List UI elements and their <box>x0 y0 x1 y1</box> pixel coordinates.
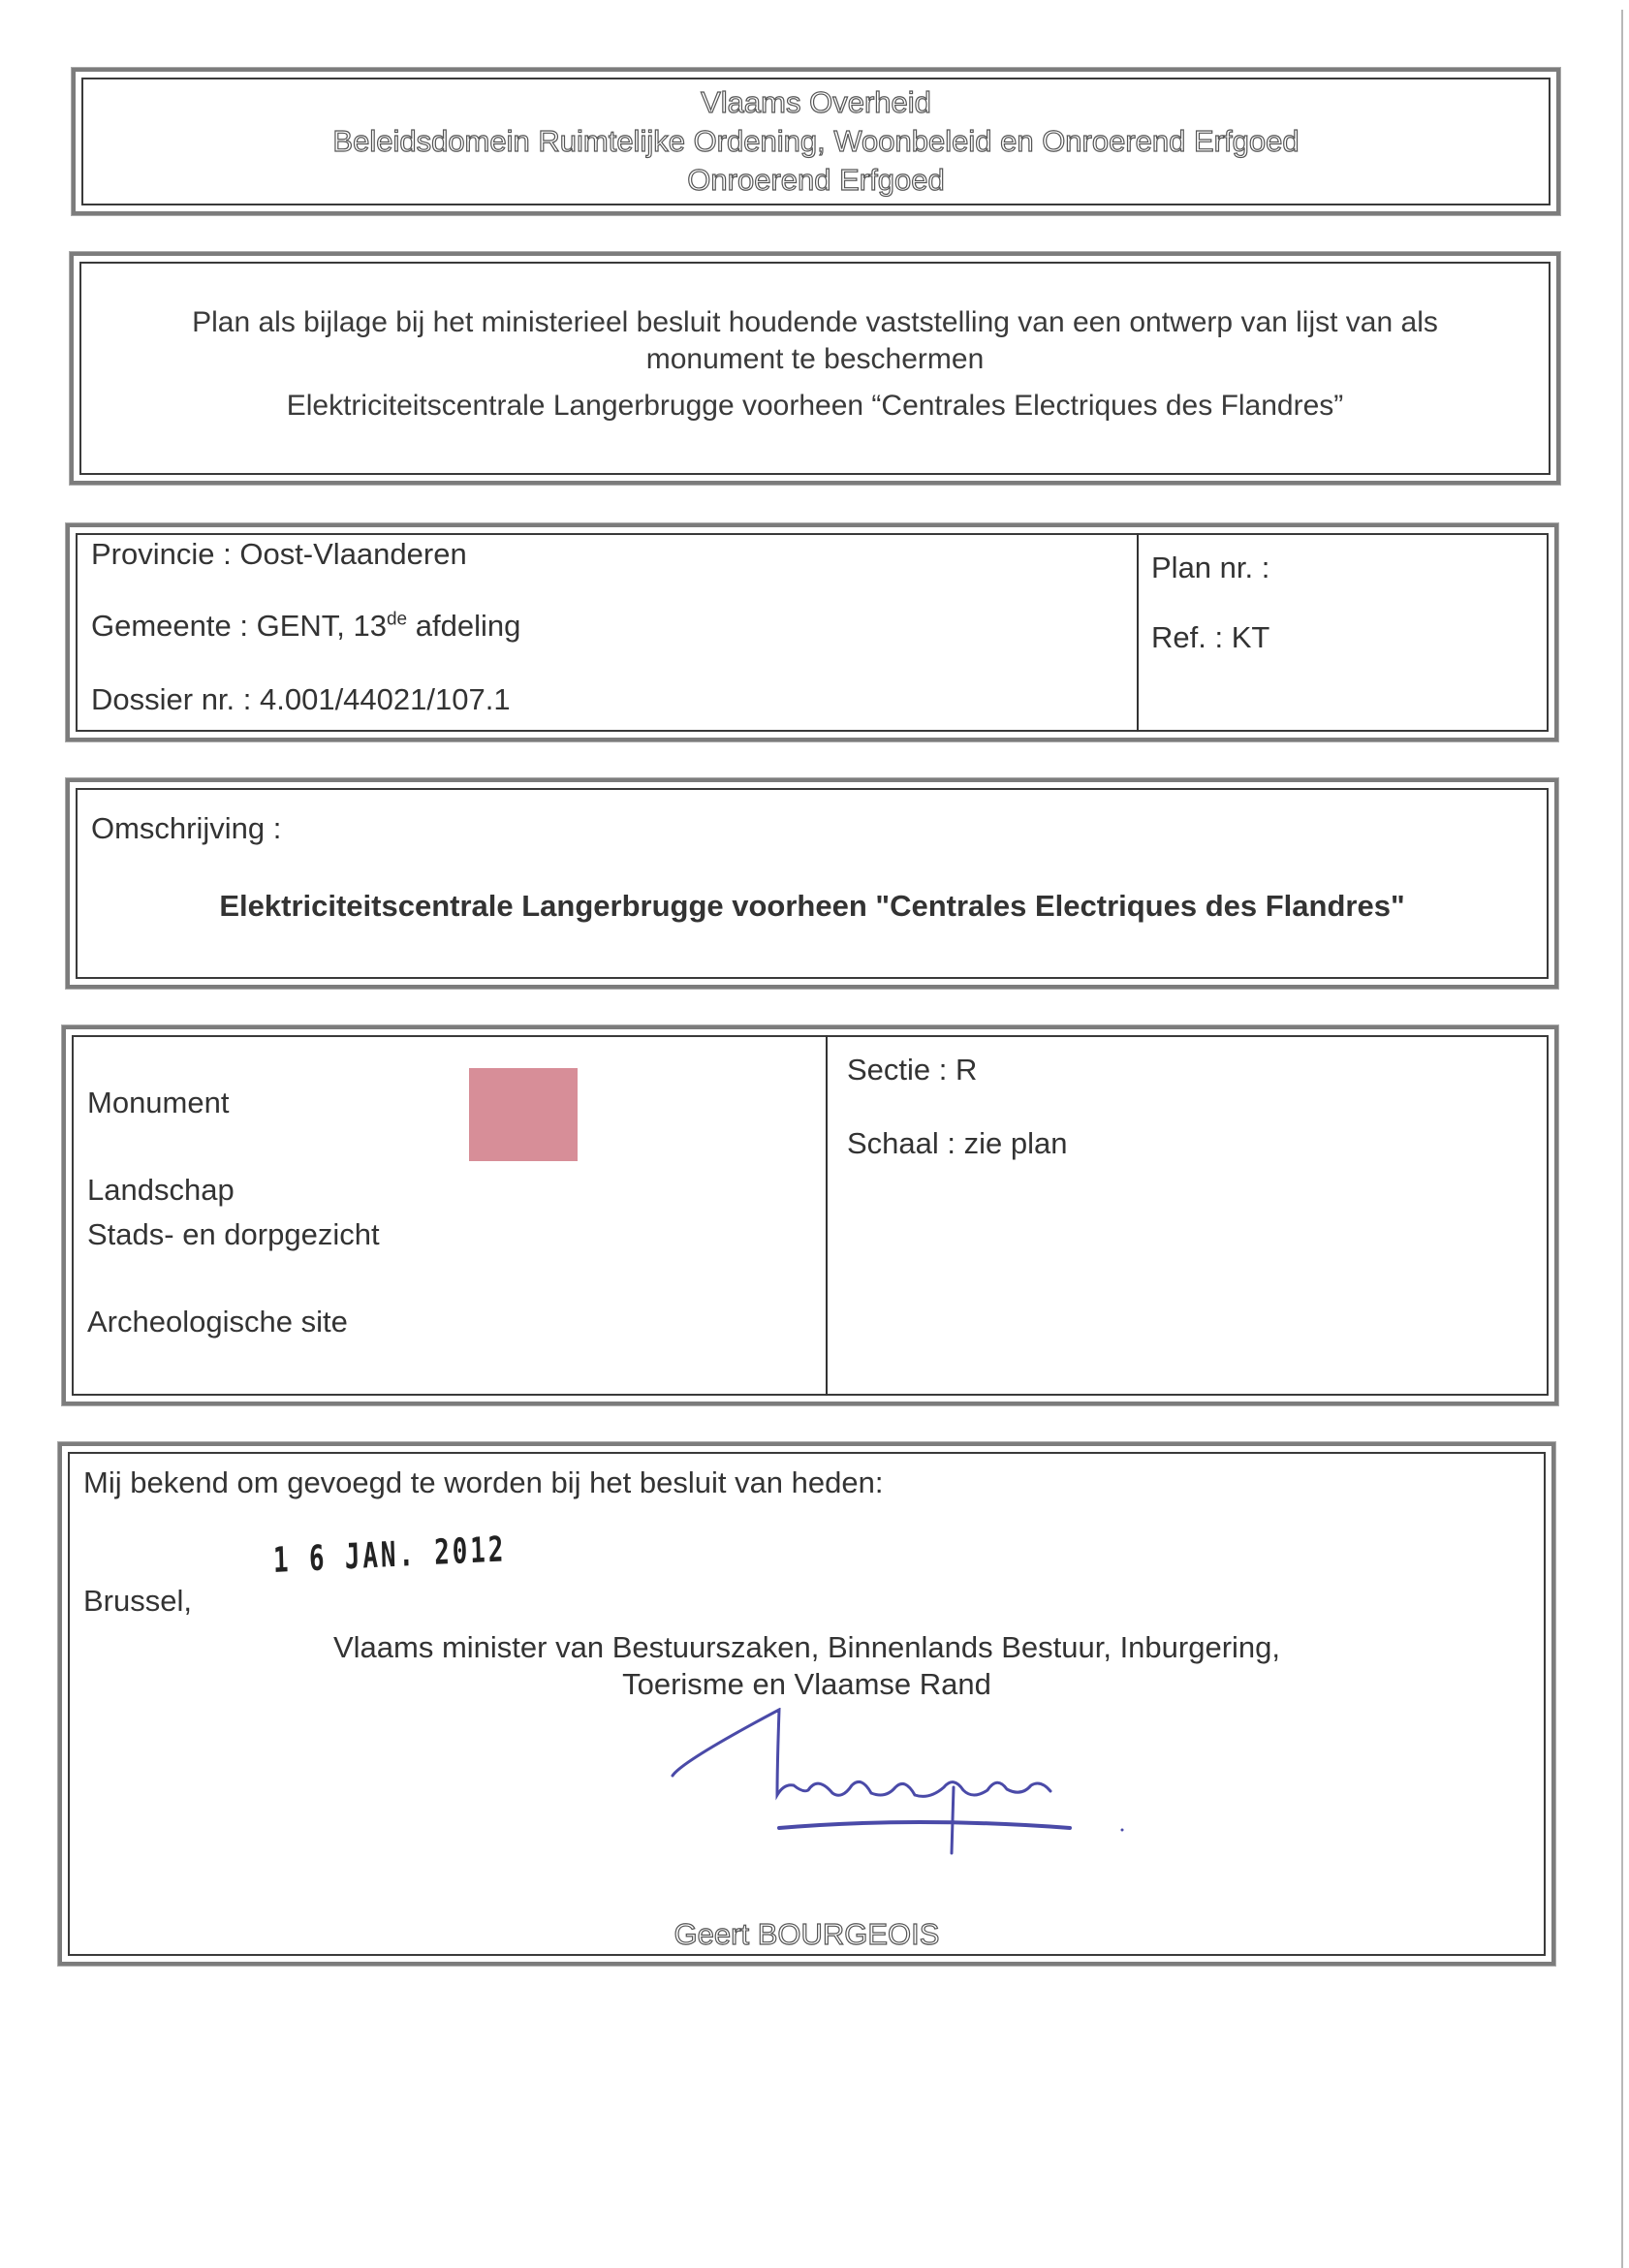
description-label: Omschrijving : <box>91 811 282 845</box>
sectie-field: Sectie : R <box>847 1053 978 1087</box>
plan-nr-field: Plan nr. : <box>1151 551 1270 584</box>
ref-field: Ref. : KT <box>1151 620 1270 654</box>
date-stamp: 1 6 JAN. 2012 <box>272 1529 507 1581</box>
column-divider <box>1137 533 1139 732</box>
minister-title-line1: Vlaams minister van Bestuurszaken, Binnenlands Bestuur, Inburgering, <box>332 1630 1281 1664</box>
gemeente-superscript: de <box>386 609 408 630</box>
scan-edge-line <box>1621 10 1623 2268</box>
legend-monument: Monument <box>87 1086 230 1119</box>
handwritten-signature <box>663 1708 1167 1873</box>
legend-landschap: Landschap <box>87 1173 235 1207</box>
department-name: Onroerend Erfgoed <box>687 163 945 197</box>
monument-color-swatch <box>469 1068 578 1161</box>
plan-title-line1: Plan als bijlage bij het ministerieel besluit houdende vaststelling van een ontwerp van lijst van als <box>192 306 1438 338</box>
plan-title-box <box>70 252 1560 485</box>
policy-domain: Beleidsdomein Ruimtelijke Ordening, Woonbeleid en Onroerend Erfgoed <box>332 124 1300 158</box>
legend-stadsgezicht: Stads- en dorpgezicht <box>87 1217 380 1251</box>
gemeente-field <box>91 609 520 644</box>
plan-subject: Elektriciteitscentrale Langerbrugge voorheen “Centrales Electriques des Flandres” <box>286 390 1344 422</box>
signatory-name: Geert BOURGEOIS <box>674 1917 940 1951</box>
schaal-field: Schaal : zie plan <box>847 1126 1068 1160</box>
gemeente-text: Gemeente : GENT, 13 <box>91 609 387 643</box>
gemeente-suffix: afdeling <box>407 609 521 643</box>
column-divider <box>826 1035 828 1396</box>
approval-statement: Mij bekend om gevoegd te worden bij het besluit van heden: <box>83 1465 884 1499</box>
header-box <box>72 68 1560 215</box>
legend-box <box>62 1025 1558 1405</box>
description-box <box>66 778 1558 989</box>
dossier-field: Dossier nr. : 4.001/44021/107.1 <box>91 682 511 716</box>
minister-title-line2: Toerisme en Vlaamse Rand <box>622 1667 991 1701</box>
legend-archeologie: Archeologische site <box>87 1305 348 1339</box>
plan-title-line2: monument te beschermen <box>645 343 985 375</box>
agency-name: Vlaams Overheid <box>701 85 931 119</box>
place-label: Brussel, <box>83 1584 192 1618</box>
provincie-field: Provincie : Oost-Vlaanderen <box>91 537 467 571</box>
location-box <box>66 523 1558 741</box>
signature-box <box>58 1442 1555 1966</box>
description-text: Elektriciteitscentrale Langerbrugge voorheen "Centrales Electriques des Flandres" <box>219 889 1405 923</box>
